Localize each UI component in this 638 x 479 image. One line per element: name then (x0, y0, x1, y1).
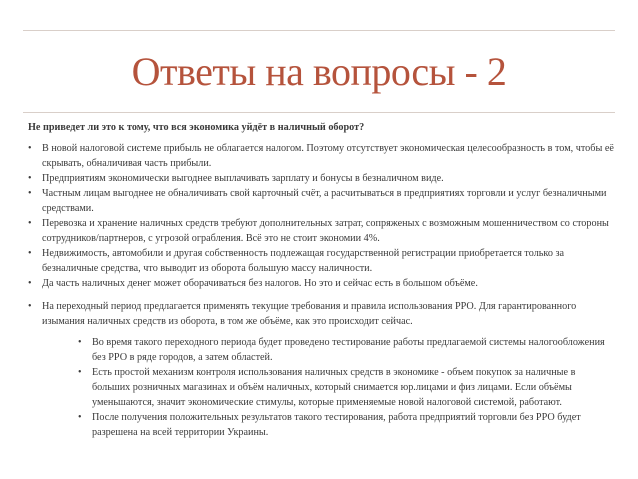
sub-item: • Есть простой механизм контроля использования наличных средств в экономике - объем покупок за наличные в больших розничных магазинах и объём наличных, который снимается юр.лицами и физ лицами. Если объёмы уменьшаются, значит экономические стимулы, которые применяемые новой налоговой системой, работают. (78, 365, 616, 410)
answer-list (28, 141, 616, 329)
answer-item: • Частным лицам выгоднее не обналичивать свой карточный счёт, а расчитываться в предприятиях торговли и услуг безналичными средствами. (28, 186, 616, 216)
answer-item: • Предприятиям экономически выгоднее выплачивать зарплату и бонусы в безналичном виде. (28, 171, 616, 186)
slide-title: Ответы на вопросы - 2 (131, 49, 507, 94)
question-heading: Не приведет ли это к тому, что вся экономика уйдёт в наличный оборот? (28, 122, 365, 133)
transition-sublist (78, 335, 616, 440)
top-divider (23, 30, 615, 31)
transition-item: • На переходный период предлагается применять текущие требования и правила использования РРО. Для гарантированного изымания наличных средств из оборота, в том же объёме, как это происходит сейчас. (28, 299, 616, 329)
answer-item: • Недвижимость, автомобили и другая собственность подлежащая государственной регистрации приобретается только за безналичные средства, что выводит из оборота большую массу наличности. (28, 246, 616, 276)
sub-item: • После получения положительных результатов такого тестирования, работа предприятий торговли без РРО будет разрешена на всей территории Украины. (78, 410, 616, 440)
answer-item: • Перевозка и хранение наличных средств требуют дополнительных затрат, сопряженых с возможным мошенничеством со стороны сотрудников/партнеров, с угрозой ограбления. Всё это не стоит экономии 4%. (28, 216, 616, 246)
title-divider (23, 112, 615, 113)
answer-item: • Да часть наличных денег может оборачиваться без налогов. Но это и сейчас есть в большом объёме. (28, 276, 616, 291)
slide-body (28, 120, 616, 440)
answer-item: • В новой налоговой системе прибыль не облагается налогом. Поэтому отсутствует экономическая целесообразность в том, чтобы её скрывать, обналичивая часть прибыли. (28, 141, 616, 171)
sub-item: • Во время такого переходного периода будет проведено тестирование работы предлагаемой системы налогообложения без РРО в ряде городов, а затем областей. (78, 335, 616, 365)
